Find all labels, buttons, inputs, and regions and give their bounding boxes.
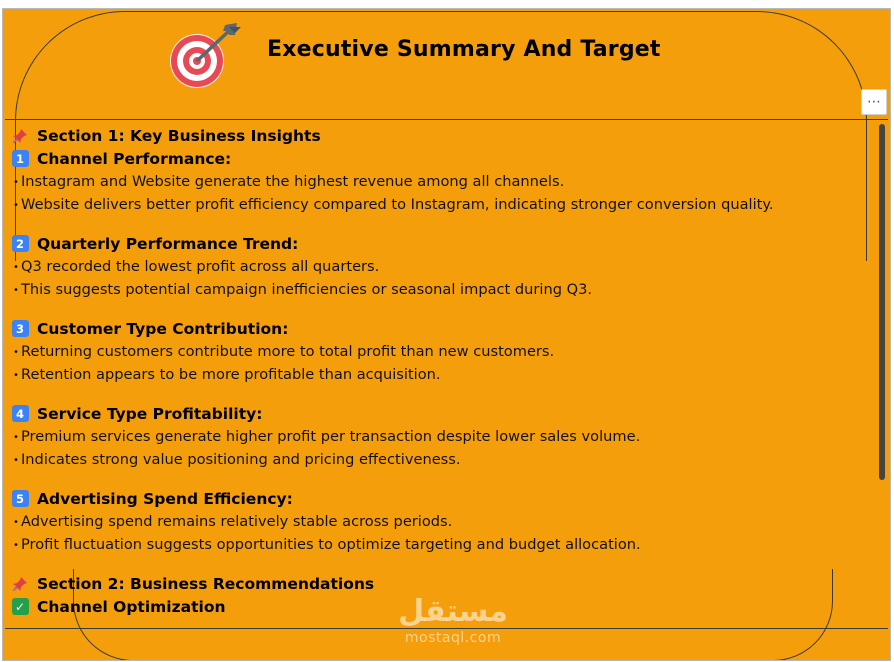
list-item: • Website delivers better profit efficiency compared to Instagram, indicating stronger conversion quality. [13, 196, 774, 213]
list-item: • Instagram and Website generate the highest revenue among all channels. [13, 173, 565, 190]
subheading-title: Advertising Spend Efficiency: [37, 489, 293, 508]
subheading-title: Channel Performance: [37, 149, 232, 168]
list-item: • Profit fluctuation suggests opportunities to optimize targeting and budget allocation. [13, 536, 641, 553]
section-heading-insights [11, 124, 868, 147]
pushpin-icon [11, 127, 29, 145]
list-item: • Indicates strong value positioning and pricing effectiveness. [13, 451, 461, 468]
more-options-button[interactable]: ⋯ [861, 89, 887, 115]
section-title: Section 1: Key Business Insights [37, 126, 321, 145]
section-title: Section 2: Business Recommendations [37, 574, 375, 593]
list-item: • Advertising spend remains relatively stable across periods. [13, 513, 453, 530]
keycap-number-icon: 3 [11, 320, 29, 338]
subheading-channel-optimization [11, 595, 868, 618]
subheading-title: Quarterly Performance Trend: [37, 234, 299, 253]
page-title: Executive Summary And Target [267, 37, 661, 62]
subheading-quarterly-trend [11, 232, 868, 255]
check-mark-icon: ✓ [11, 598, 29, 616]
content-body [11, 124, 868, 618]
subheading-advertising-spend [11, 487, 868, 510]
subheading-customer-type [11, 317, 868, 340]
content-panel[interactable] [5, 119, 888, 629]
dashboard-frame [2, 8, 891, 661]
keycap-number-icon: 4 [11, 405, 29, 423]
keycap-number-icon: 5 [11, 490, 29, 508]
subheading-title: Customer Type Contribution: [37, 319, 289, 338]
section-heading-recommendations [11, 572, 868, 595]
target-arrow-icon [163, 21, 243, 91]
list-item: • Premium services generate higher profit per transaction despite lower sales volume. [13, 428, 641, 445]
list-item: • Q3 recorded the lowest profit across all quarters. [13, 258, 380, 275]
header [3, 9, 890, 119]
subheading-title: Channel Optimization [37, 597, 226, 616]
list-item: • Returning customers contribute more to total profit than new customers. [13, 343, 555, 360]
keycap-number-icon: 1 [11, 150, 29, 168]
pushpin-icon [11, 575, 29, 593]
watermark: مستقل mostaql.com [398, 594, 508, 646]
list-item: • This suggests potential campaign inefficiencies or seasonal impact during Q3. [13, 281, 593, 298]
vertical-scrollbar[interactable] [879, 124, 885, 480]
list-item: • Retention appears to be more profitable than acquisition. [13, 366, 441, 383]
subheading-service-type [11, 402, 868, 425]
keycap-number-icon: 2 [11, 235, 29, 253]
subheading-title: Service Type Profitability: [37, 404, 263, 423]
subheading-channel-performance [11, 147, 868, 170]
